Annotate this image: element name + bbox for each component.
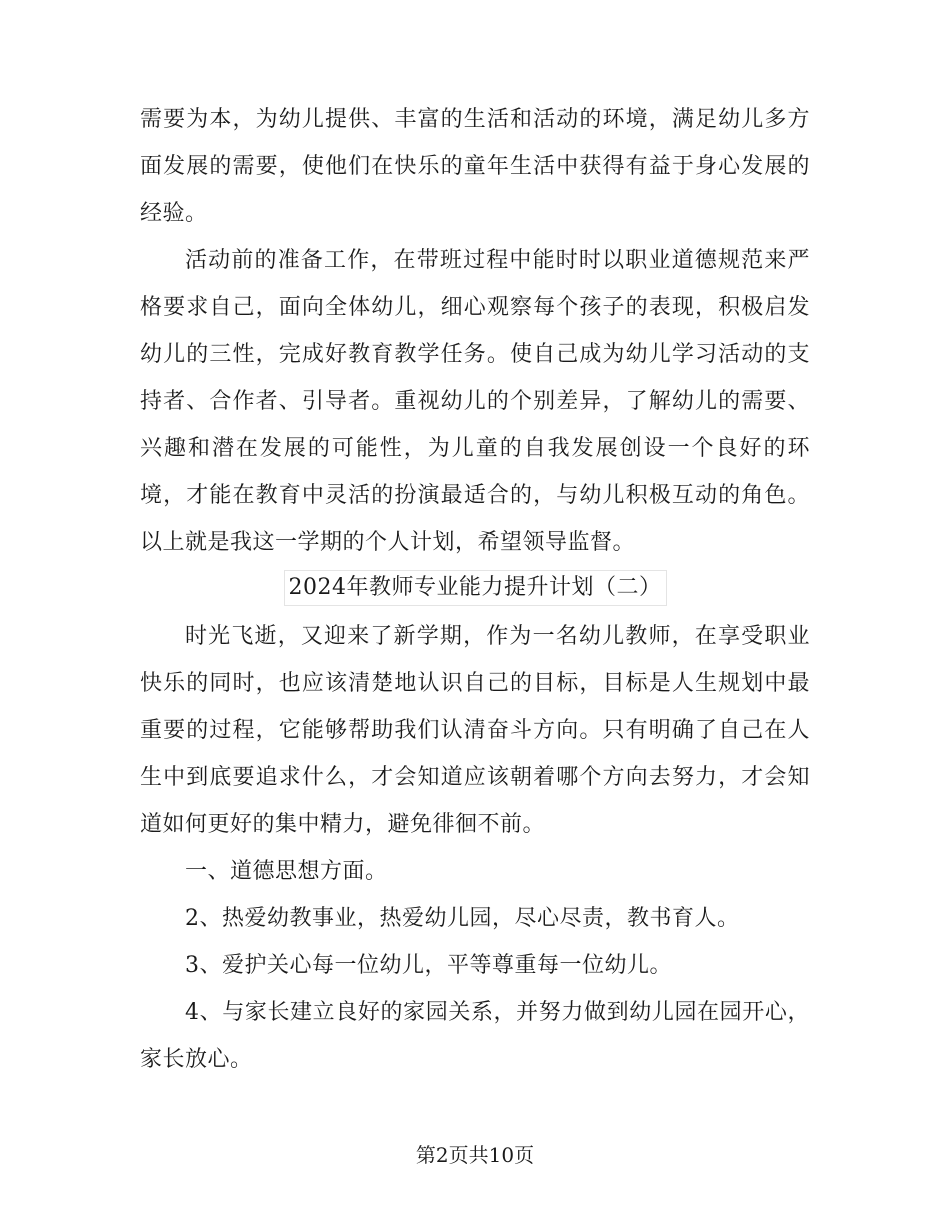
document-body [140,96,810,1083]
paragraph-2: 活动前的准备工作，在带班过程中能时时以职业道德规范来严格要求自己，面向全体幼儿，细心观察每个孩子的表现，积极启发幼儿的三性，完成好教育教学任务。使自己成为幼儿学习活动的支持者、合作者、引导者。重视幼儿的个别差异，了解幼儿的需要、兴趣和潜在发展的可能性，为儿童的自我发展创设一个良好的环境，才能在教育中灵活的扮演最适合的，与幼儿积极互动的角色。以上就是我这一学期的个人计划，希望领导监督。 [140,248,810,555]
section-title-row [140,566,810,613]
paragraph-5: 2、热爱幼教事业，热爱幼儿园，尽心尽责，教书育人。 [185,906,740,931]
paragraph-6: 3、爱护关心每一位幼儿，平等尊重每一位幼儿。 [185,953,672,978]
page-number-footer: 第2页共10页 [415,1143,535,1167]
paragraph-3: 时光飞逝，又迎来了新学期，作为一名幼儿教师，在享受职业快乐的同时，也应该清楚地认识自己的目标，目标是人生规划中最重要的过程，它能够帮助我们认清奋斗方向。只有明确了自己在人生中到底要追求什么，才会知道应该朝着哪个方向去努力，才会知道如何更好的集中精力，避免徘徊不前。 [140,624,810,837]
paragraph-7: 4、与家长建立良好的家园关系，并努力做到幼儿园在园开心，家长放心。 [140,1000,810,1072]
paragraph-1: 需要为本，为幼儿提供、丰富的生活和活动的环境，满足幼儿多方面发展的需要，使他们在快乐的童年生活中获得有益于身心发展的经验。 [140,107,810,226]
section-title: 2024年教师专业能力提升计划（二） [284,570,667,606]
paragraph-4: 一、道德思想方面。 [185,859,388,884]
